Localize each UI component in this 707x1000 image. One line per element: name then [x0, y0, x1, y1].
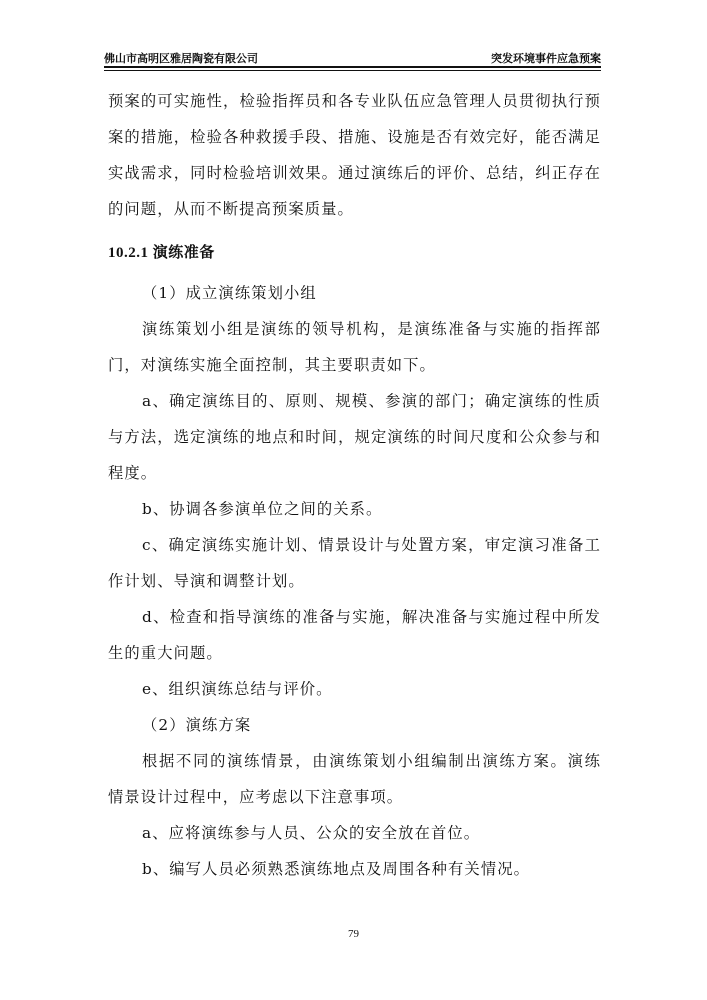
list-item-b: b、协调各参演单位之间的关系。 — [142, 500, 383, 518]
page-number: 79 — [348, 928, 359, 940]
list-item-a: a、应将演练参与人员、公众的安全放在首位。 — [142, 824, 481, 842]
list-item-c: c、确定演练实施计划、情景设计与处置方案，审定演习准备工作计划、导演和调整计划。 — [108, 536, 601, 590]
list-item-b: b、编写人员必须熟悉演练地点及周围各种有关情况。 — [142, 860, 531, 878]
header-company: 佛山市高明区雅居陶瓷有限公司 — [104, 52, 258, 65]
list-item-a: a、确定演练目的、原则、规模、参演的部门；确定演练的性质与方法，选定演练的地点和时间，规定演练的时间尺度和公众参与和程度。 — [108, 392, 601, 482]
list-item-e: e、组织演练总结与评价。 — [142, 680, 333, 698]
paragraph: 根据不同的演练情景，由演练策划小组编制出演练方案。演练情景设计过程中，应考虑以下注意事项。 — [108, 752, 601, 806]
header-doc-title: 突发环境事件应急预案 — [491, 52, 601, 65]
subsection-title-1: （1）成立演练策划小组 — [142, 284, 317, 302]
subsection-title-2: （2）演练方案 — [142, 716, 252, 734]
page-body — [108, 83, 601, 887]
paragraph-continuation: 预案的可实施性，检验指挥员和各专业队伍应急管理人员贯彻执行预案的措施，检验各种救援手段、措施、设施是否有效完好，能否满足实战需求，同时检验培训效果。通过演练后的评价、总结，纠正存在的问题，从而不断提高预案质量。 — [108, 92, 601, 218]
header-rule-thin — [104, 70, 601, 71]
list-item-d: d、检查和指导演练的准备与实施，解决准备与实施过程中所发生的重大问题。 — [108, 608, 601, 662]
section-heading: 10.2.1 演练准备 — [108, 245, 215, 261]
paragraph: 演练策划小组是演练的领导机构，是演练准备与实施的指挥部门，对演练实施全面控制，其主要职责如下。 — [108, 320, 601, 374]
page-header — [104, 50, 601, 67]
header-rule-thick — [104, 66, 601, 68]
